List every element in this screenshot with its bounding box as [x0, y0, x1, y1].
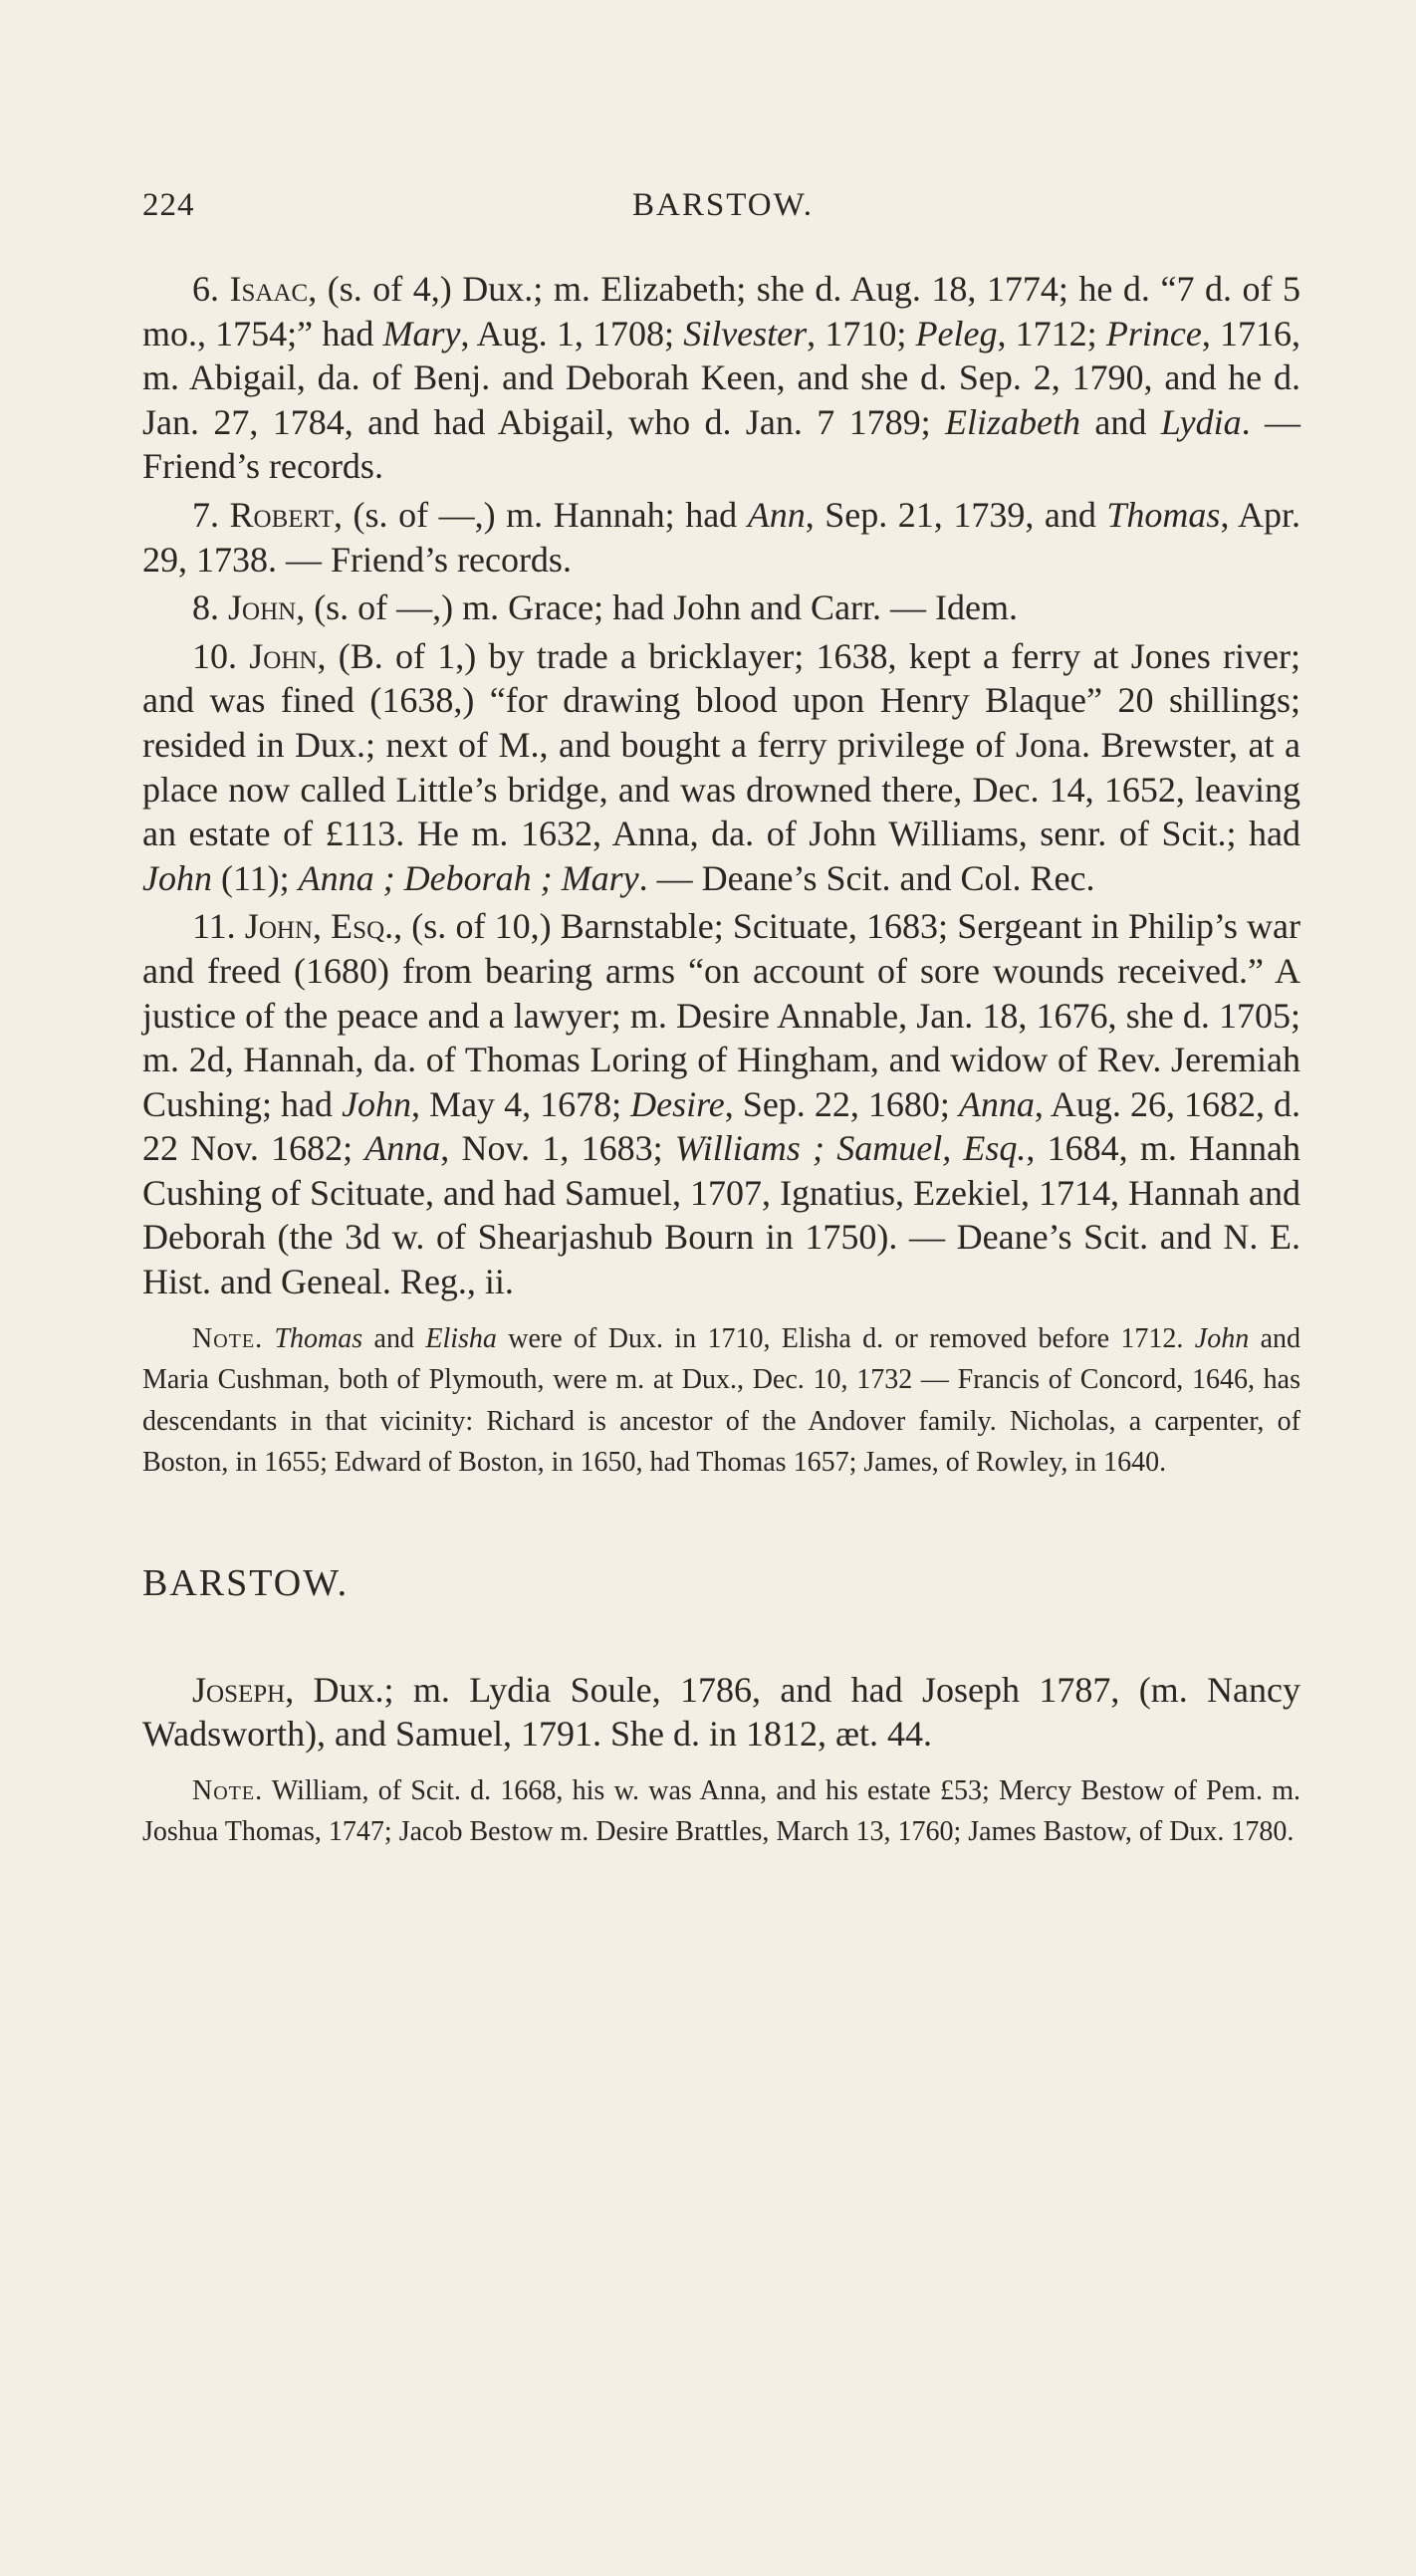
page-body — [142, 267, 1300, 1857]
section-title: BARSTOW. — [142, 1562, 350, 1605]
child-name: Lydia — [1160, 401, 1242, 442]
child-name: Mary — [382, 313, 461, 353]
child-name: Silvester — [683, 313, 808, 353]
note-text: and — [362, 1322, 426, 1354]
entry-text: , (s. of 10,) Barnstable; Scituate, 1683; Sergeant in Philip’s war and freed (1680) from bearing arms “on account of sore wounds received.” A justice of the peace and a lawyer; m. Desire Annable, Jan. 18, 1676, she d. 1705; m. 2d, Hannah, da. of Thomas Loring of Hingham, and widow of Rev. Jeremiah Cushing; had — [142, 906, 1301, 1124]
entry-text: , 1716, m. Abigail, da. of Benj. and Deborah Keen, and she d. Sep. 2, 1790, and he d. Jan. 27, 1784, and had Abigail, who d. Jan. 7 1789; — [142, 313, 1300, 442]
page-header — [142, 187, 1303, 231]
entry-name: Robert — [229, 494, 335, 535]
entry-joseph — [142, 1668, 1300, 1756]
note-label: Note. — [192, 1774, 264, 1806]
child-name: Peleg — [915, 313, 998, 353]
entry-text: , Sep. 22, 1680; — [724, 1083, 959, 1124]
entry-john-11 — [142, 904, 1300, 1303]
note-label: Note. — [192, 1322, 264, 1354]
child-name: Thomas — [1106, 494, 1221, 535]
child-name: Williams ; Samuel, Esq. — [674, 1128, 1027, 1169]
entry-number: 10. — [192, 635, 237, 676]
entry-robert — [142, 493, 1300, 582]
entry-john-8 — [142, 585, 1300, 630]
entry-text: , (s. of 4,) Dux.; m. Elizabeth; she d. Aug. 18, 1774; he d. “7 d. of 5 mo., 1754;” had — [142, 269, 1301, 353]
entry-text: , (s. of —,) m. Hannah; had — [334, 494, 748, 535]
child-name: John — [342, 1083, 412, 1124]
child-name: Elizabeth — [944, 401, 1080, 442]
entry-name: John, Esq. — [244, 906, 394, 947]
note-2 — [142, 1770, 1300, 1853]
entry-isaac — [142, 267, 1300, 489]
entry-text: (11); — [211, 857, 299, 898]
entry-john-10 — [142, 634, 1300, 901]
page-number: 224 — [142, 187, 195, 223]
entry-name: Isaac — [229, 269, 309, 309]
entry-text: . — Friend’s records. — [142, 401, 1300, 487]
entry-name: John — [228, 587, 297, 628]
child-name: Ann — [747, 494, 806, 535]
entry-text: and — [1079, 401, 1161, 442]
entry-text: , Dux.; m. Lydia Soule, 1786, and had Joseph 1787, (m. Nancy Wadsworth), and Samuel, 1791. She d. in 1812, æt. 44. — [142, 1669, 1300, 1755]
entry-text: , Apr. 29, 1738. — Friend’s records. — [142, 494, 1300, 580]
note-name: Thomas — [274, 1322, 363, 1354]
child-name: John — [142, 857, 212, 898]
entry-text: , (B. of 1,) by trade a bricklayer; 1638, kept a ferry at Jones river; and was fined (1638,) “for drawing blood upon Henry Blaque” 20 shillings; resided in Dux.; next of M., and bought a ferry privilege of Jona. Brewster, at a place now called Little’s bridge, and was drowned there, Dec. 14, 1652, leaving an estate of £113. He m. 1632, Anna, da. of John Williams, senr. of Scit.; had — [142, 635, 1300, 854]
note-name: John — [1194, 1322, 1250, 1354]
entry-text: , 1684, m. Hannah Cushing of Scituate, and had Samuel, 1707, Ignatius, Ezekiel, 1714, Hannah and Deborah (the 3d w. of Shearjashub Bourn in 1750). — Deane’s Scit. and N. E. Hist. and Geneal. Reg., ii. — [142, 1128, 1300, 1302]
entry-number: 11. — [192, 906, 236, 947]
entry-number: 6. — [192, 269, 219, 309]
entry-text: , 1712; — [997, 313, 1106, 353]
entry-text: , (s. of —,) m. Grace; had John and Carr. — Idem. — [296, 587, 1019, 628]
note-1 — [142, 1318, 1300, 1484]
note-name: Elisha — [425, 1322, 497, 1354]
running-title: BARSTOW. — [632, 187, 814, 223]
child-name: Anna ; Deborah ; Mary — [298, 857, 639, 898]
child-name: Desire — [630, 1083, 725, 1124]
note-text: were of Dux. in 1710, Elisha d. or removed before 1712. — [496, 1322, 1195, 1354]
entry-text: , Aug. 26, 1682, d. 22 Nov. 1682; — [142, 1083, 1300, 1169]
entry-text: , May 4, 1678; — [411, 1083, 631, 1124]
entry-text: , Nov. 1, 1683; — [440, 1128, 675, 1169]
note-text — [263, 1323, 274, 1354]
entry-text: , Sep. 21, 1739, and — [805, 494, 1107, 535]
note-text: and Maria Cushman, both of Plymouth, were m. at Dux., Dec. 10, 1732 — Francis of Concord, 1646, has descendants in that vicinity: Richard is ancestor of the Andover family. Nicholas, a carpenter, of Boston, in 1655; Edward of Boston, in 1650, had Thomas 1657; James, of Rowley, in 1640. — [142, 1322, 1300, 1479]
entry-text: , 1710; — [807, 313, 916, 353]
entry-name: Joseph — [192, 1669, 286, 1710]
entry-text: . — Deane’s Scit. and Col. Rec. — [638, 857, 1095, 898]
entry-name: John — [249, 635, 318, 676]
entry-number: 8. — [192, 587, 219, 628]
child-name: Prince — [1105, 313, 1202, 353]
entry-number: 7. — [192, 494, 219, 535]
note-text: William, of Scit. d. 1668, his w. was Anna, and his estate £53; Mercy Bestow of Pem. m. Joshua Thomas, 1747; Jacob Bestow m. Desire Brattles, March 13, 1760; James Bastow, of Dux. 1780. — [142, 1774, 1300, 1848]
child-name: Anna — [958, 1083, 1035, 1124]
entry-text: , Aug. 1, 1708; — [460, 313, 684, 353]
child-name: Anna — [364, 1128, 441, 1169]
